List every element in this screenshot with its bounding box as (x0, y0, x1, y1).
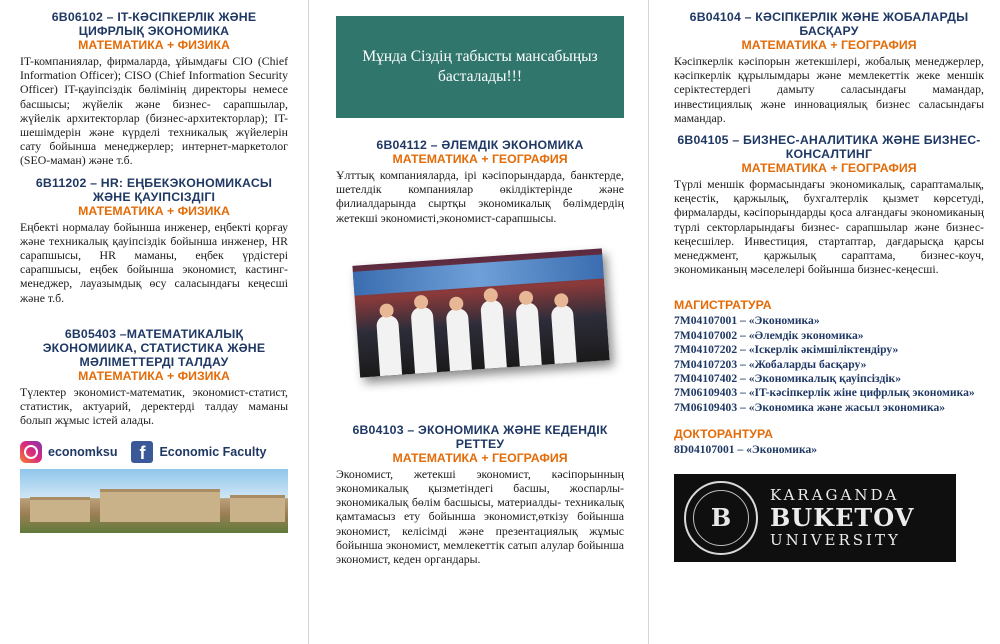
program-subjects: МАТЕМАТИКА + ФИЗИКА (78, 368, 230, 383)
program-title: 6B06102 – IT-КӘСІПКЕРЛІК ЖӘНЕ ЦИФРЛЫҚ ЭКОНОМИКА (51, 10, 257, 38)
career-banner: Мұнда Сіздің табысты мансабыңыз басталады!!! (336, 16, 624, 118)
program-subjects: МАТЕМАТИКА + ФИЗИКА (78, 203, 230, 218)
masters-item: 7М04107202 – «Іскерлік әкімшіліктендіру» (674, 343, 899, 357)
program-subjects: МАТЕМАТИКА + ГЕОГРАФИЯ (392, 152, 568, 166)
program-subjects: МАТЕМАТИКА + ГЕОГРАФИЯ (392, 450, 568, 465)
program-subjects: МАТЕМАТИКА + ГЕОГРАФИЯ (741, 161, 917, 176)
program-description: Еңбекті нормалау бойынша инженер, еңбекті қорғау және техникалық қауіпсіздік бойынша инженер, HR сарапшысы, HR маманы, еңбек үрдістері сарапшысы, еңбек бойынша экономист, кастинг-менеджер, лауазымдық өсу саласындағы кеңесші және т.б. (20, 219, 288, 305)
program-title: 6B04112 – ӘЛЕМДІК ЭКОНОМИКА (376, 138, 584, 152)
program-description: Кәсіпкерлік кәсіпорын жетекшілері, жобалық менеджерлер, кәсіпкерлік құрылымдары және мемлекеттік жеке меншік серіктестердегі дамыту саласындағы мамандар, инвестициялық және инновациялық бизнес саласындағы мамандар. (674, 54, 984, 125)
masters-list (674, 314, 984, 415)
column-middle (318, 0, 636, 644)
masters-item: 7М06109403 – «Экономика және жасыл экономика» (674, 400, 946, 414)
instagram-icon[interactable] (20, 441, 42, 463)
doctoral-heading: ДОКТОРАНТУРА (674, 427, 773, 442)
masters-item: 7М04107203 – «Жобаларды басқару» (674, 357, 867, 371)
doctoral-item: 8D04107001 – «Экономика» (674, 443, 818, 457)
program-subjects: МАТЕМАТИКА + ГЕОГРАФИЯ (741, 38, 917, 52)
program-6b06102 (20, 10, 288, 168)
program-description: Ұлттық компанияларда, ірі кәсіпорындарда, банктерде, шетелдік компаниялар өкілдіктерінде және филиалдарында сыртқы экономикалық бөлімдердің жетекші экономисті,экономист-сарапшысы. (336, 168, 624, 225)
program-title: 6B04105 – БИЗНЕС-АНАЛИТИКА ЖӘНЕ БИЗНЕС-КОНСАЛТИНГ (677, 133, 981, 162)
program-6b05403 (20, 327, 288, 428)
university-building-photo (20, 469, 288, 533)
logo-line-2: BUKETOV (770, 502, 915, 532)
column-left (0, 0, 300, 644)
instagram-handle[interactable]: economksu (48, 445, 118, 460)
program-description: Түлектер экономист-математик, экономист-статист, статистик, актуарий, деректерді талдау маманы болып жұмыс істей алады. (20, 384, 288, 428)
program-title: 6B04104 – КӘСІПКЕРЛІК ЖӘНЕ ЖОБАЛАРДЫ БАСҚАРУ (689, 10, 969, 38)
seal-letter: B (710, 503, 732, 533)
students-photo (336, 247, 624, 397)
masters-item: 7М04107001 – «Экономика» (674, 314, 820, 328)
program-title: 6B04103 – ЭКОНОМИКА ЖӘНЕ КЕДЕНДІК РЕТТЕУ (352, 422, 608, 451)
program-6b11202 (20, 176, 288, 305)
program-6b04105 (674, 133, 984, 276)
logo-line-1: KARAGANDA (770, 485, 900, 504)
masters-item: 7М04107402 – «Экономикалық қауіпсіздік» (674, 372, 902, 386)
logo-line-3: UNIVERSITY (770, 530, 901, 549)
facebook-icon[interactable]: f (131, 441, 153, 463)
masters-item: 7М06109403 – «IT-кәсіпкерлік жіне цифрлық экономика» (674, 386, 975, 400)
program-6b04103 (336, 423, 624, 566)
program-6b04112 (336, 138, 624, 225)
column-right (662, 0, 1000, 644)
program-subjects: МАТЕМАТИКА + ФИЗИКА (78, 38, 230, 52)
program-title: 6B11202 – HR: ЕҢБЕКЭКОНОМИКАСЫ ЖӘНЕ ҚАУІПСІЗДІГІ (35, 175, 273, 204)
program-title: 6B05403 –МАТЕМАТИКАЛЫҚ ЭКОНОМИИКА, СТАТИСТИКА ЖӘНЕ МӘЛІМЕТТЕРДІ ТАЛДАУ (42, 326, 266, 369)
facebook-page[interactable]: Economic Faculty (159, 445, 267, 460)
university-logo (674, 474, 956, 562)
program-description: Түрлі меншік формасындағы экономикалық, сараптамалық, кеңестік, қаржылық, бухгалтерлік қызмет көрсетуді, фирмаларды, кәсіпорындарды қоса алғандағы экономиканың түрлі секторларындағы бизнес- сарапшылар және бизнес-кеңесшілер. Инвестиция, стартаптар, дағдарысқа қарсы менеджмент, қаржылық сараптама, бизнес-коуч, экономиканың мәселелері бойынша бизнес-кеңесші. (674, 177, 984, 277)
masters-heading: МАГИСТРАТУРА (674, 298, 772, 313)
masters-item: 7М04107002 – «Әлемдік экономика» (674, 328, 864, 342)
program-6b04104 (674, 10, 984, 125)
program-description: Экономист, жетекші экономист, кәсіпорынның экономикалық қызметіндегі басшы, жоспарлы- экономикалық бөлім басшысы, материалды- техникалық қамтамасыз ету бойынша экономист,өткізу бойынша экономист, келісімді және презентациялық жұмыс бойынша экономист, мемлекеттік сатып алулар бойынша экономист, кеден органдары. (336, 466, 624, 567)
program-description: IT-компаниялар, фирмаларда, ұйымдағы CIO (Chief Information Officer); CISO (Chief Information Security Officer) IT-қауіпсіздік бөлімінің директоры немесе басшысы; жүйелік және бизнес- сарапшылар, жүйелік архитекторлар (бизнес-архитекторлар); IT-шешімдерін және күрделі техникалық жүйелерін сату бойынша менеджерлер; интернет-маркетолог (SEO-маман) және т.б. (20, 54, 288, 168)
social-links (20, 441, 288, 463)
university-seal-icon (684, 481, 758, 555)
